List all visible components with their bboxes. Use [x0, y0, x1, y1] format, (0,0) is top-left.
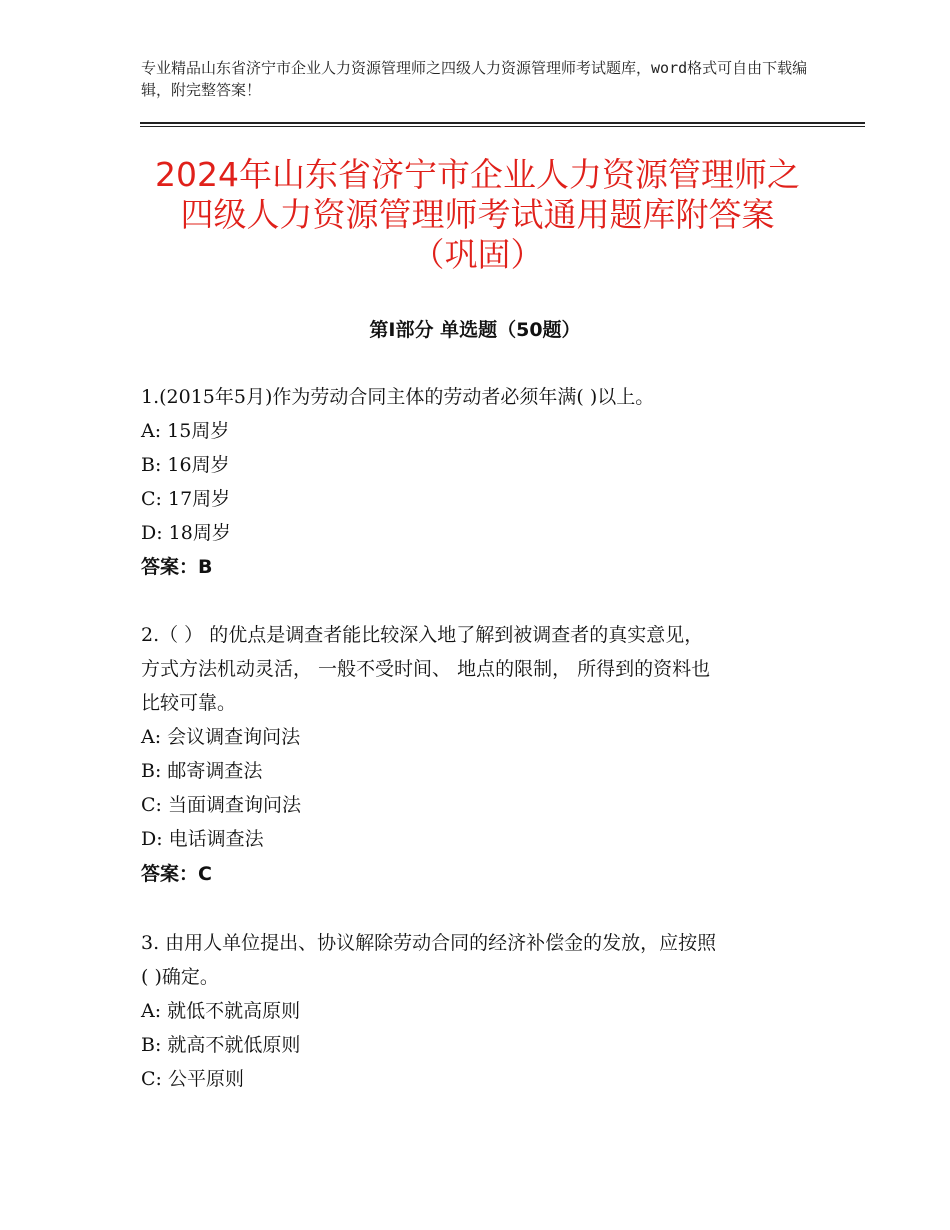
- title-line-1: 2024年山东省济宁市企业人力资源管理师之: [155, 155, 800, 194]
- question-3-option-c: C: 公平原则: [141, 1068, 244, 1090]
- header-divider-thin: [140, 126, 865, 127]
- question-3-stem-line-2: ( )确定。: [141, 966, 219, 988]
- question-2-answer: 答案：C: [141, 863, 212, 885]
- question-1-option-b: B: 16周岁: [141, 454, 230, 476]
- question-2-option-a: A: 会议调查询问法: [141, 726, 301, 748]
- header-note: 专业精品山东省济宁市企业人力资源管理师之四级人力资源管理师考试题库，word格式可自由下载编辑，附完整答案！: [141, 59, 808, 99]
- question-1-stem: 1.(2015年5月)作为劳动合同主体的劳动者必须年满( )以上。: [141, 386, 655, 408]
- question-1-option-a: A: 15周岁: [141, 420, 230, 442]
- document-title: [120, 155, 835, 275]
- title-line-2: 四级人力资源管理师考试通用题库附答案: [180, 195, 775, 234]
- question-2-stem-line-3: 比较可靠。: [141, 692, 237, 714]
- title-line-3: （巩固）: [411, 235, 544, 274]
- question-2-option-c: C: 当面调查询问法: [141, 794, 301, 816]
- section-title: 第Ⅰ部分 单选题（50题）: [369, 319, 581, 341]
- question-3-option-b: B: 就高不就低原则: [141, 1034, 301, 1056]
- question-3-stem-line-1: 3. 由用人单位提出、协议解除劳动合同的经济补偿金的发放，应按照: [141, 932, 717, 954]
- question-2-option-d: D: 电话调查法: [141, 828, 264, 850]
- question-2-stem-line-2: 方式方法机动灵活， 一般不受时间、 地点的限制， 所得到的资料也: [141, 658, 711, 680]
- question-3-option-a: A: 就低不就高原则: [141, 1000, 301, 1022]
- question-2-stem-line-1: 2.（ ） 的优点是调查者能比较深入地了解到被调查者的真实意见，: [141, 624, 704, 646]
- header-divider-thick: [140, 122, 865, 124]
- question-1-answer: 答案：B: [141, 556, 213, 578]
- question-1-option-c: C: 17周岁: [141, 488, 231, 510]
- question-1-option-d: D: 18周岁: [141, 522, 231, 544]
- question-2-option-b: B: 邮寄调查法: [141, 760, 263, 782]
